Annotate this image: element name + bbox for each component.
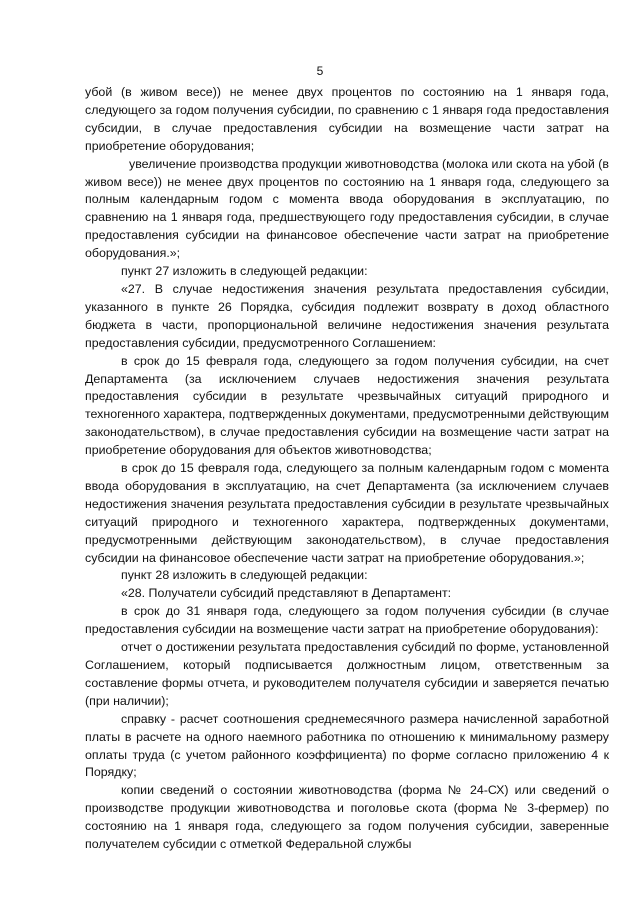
paragraph: увеличение производства продукции животноводства (молока или скота на убой (в живом весе)) не менее двух процентов по состоянию на 1 января года, следующего за полным календарным годом с момента ввода оборудования в эксплуатацию, по сравнению на 1 января года, предшествующего году предоставления субсидии, в случае предоставления субсидии на финансовое обеспечение части затрат на приобретение оборудования.»; (85, 156, 609, 261)
paragraph: в срок до 15 февраля года, следующего за полным календарным годом с момента ввода оборудования в эксплуатацию, на счет Департамента (за исключением случаев недостижения значения результата предоставления субсидии в результате чрезвычайных ситуаций природного и техногенного характера, подтвержденных документами, предусмотренными действующим законодательством), в случае предоставления субсидии на финансовое обеспечение части затрат на приобретение оборудования.»; (85, 461, 609, 565)
paragraph: «27. В случае недостижения значения результата предоставления субсидии, указанного в пункте 26 Порядка, субсидия подлежит возврату в доход областного бюджета в части, пропорциональной величине недостижения значения результата предоставления субсидии, предусмотренного Соглашением: (85, 281, 609, 350)
paragraph: копии сведений о состоянии животноводства (форма № 24-СХ) или сведений о производстве продукции животноводства и поголовье скота (форма № 3-фермер) по состоянию на 1 января года, следующего за годом получения субсидии, заверенные получателем субсидии с отметкой Федеральной службы (85, 783, 609, 852)
paragraph: «28. Получатели субсидий представляют в Департамент: (121, 586, 452, 601)
page-number: 5 (316, 64, 324, 78)
paragraph: справку - расчет соотношения среднемесячного размера начисленной заработной платы в расчете на одного наемного работника по отношению к минимальному размеру оплаты труда (с учетом районного коэффициента) по форме согласно приложению 4 к Порядку; (85, 711, 609, 780)
document-body (85, 84, 609, 854)
paragraph: пункт 27 изложить в следующей редакции: (121, 264, 368, 279)
paragraph: пункт 28 изложить в следующей редакции: (121, 568, 368, 583)
paragraph: в срок до 31 января года, следующего за годом получения субсидии (в случае предоставления субсидии на возмещение части затрат на приобретение оборудования): (85, 604, 609, 637)
paragraph: убой (в живом весе)) не менее двух процентов по состоянию на 1 января года, следующего за годом получения субсидии, по сравнению с 1 января года предоставления субсидии, в случае предоставления субсидии на возмещение части затрат на приобретение оборудования; (85, 85, 609, 153)
paragraph: отчет о достижении результата предоставления субсидий по форме, установленной Соглашением, который подписывается должностным лицом, ответственным за составление формы отчета, и руководителем получателя субсидии и заверяется печатью (при наличии); (85, 640, 609, 708)
paragraph: в срок до 15 февраля года, следующего за годом получения субсидии, на счет Департамента (за исключением случаев недостижения значения результата предоставления субсидии в результате чрезвычайных ситуаций природного и техногенного характера, подтвержденных документами, предусмотренными действующим законодательством), в случае предоставления субсидии на возмещение части затрат на приобретение оборудования для объектов животноводства; (85, 353, 609, 458)
